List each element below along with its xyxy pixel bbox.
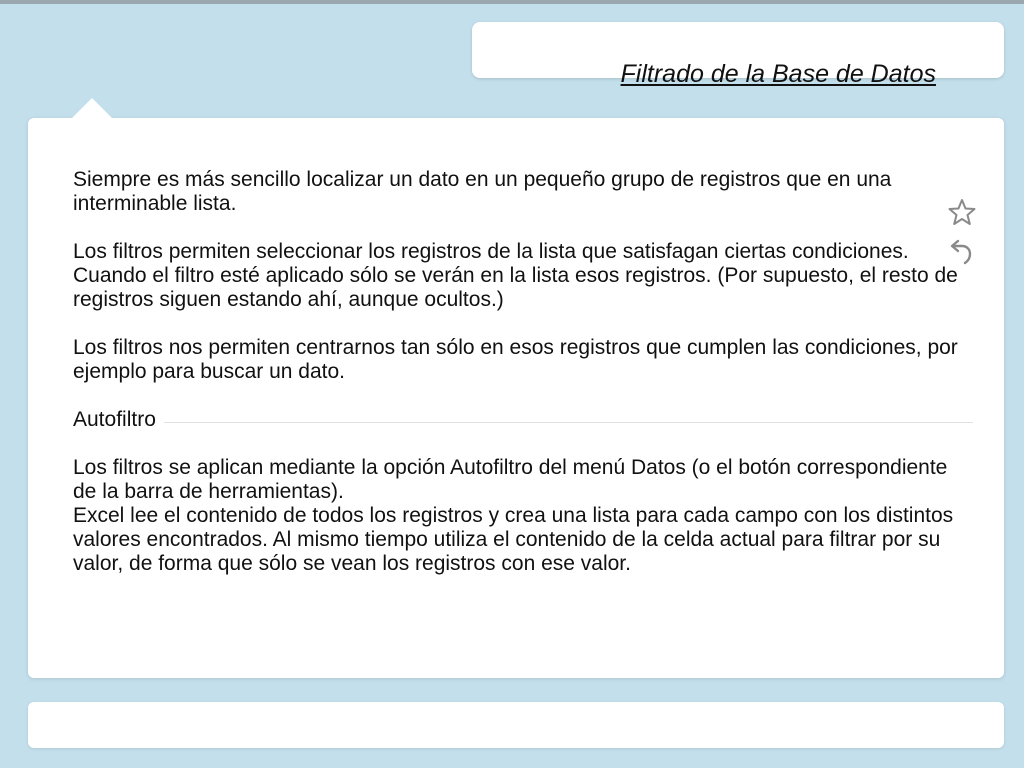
top-border: [0, 0, 1024, 4]
title-card: [472, 22, 1004, 88]
section-heading: [73, 408, 973, 432]
star-icon[interactable]: [948, 198, 978, 231]
slide-title: Filtrado de la Base de Datos: [620, 60, 936, 88]
undo-arrow-icon[interactable]: [948, 235, 978, 270]
section-heading-label: Autofiltro: [73, 408, 156, 431]
section-divider: [164, 422, 973, 423]
content-card: [28, 118, 1004, 678]
paragraph-excel: Excel lee el contenido de todos los registros y crea una lista para cada campo con los distintos valores encontrados. Al mismo tiempo utiliza el contenido de la celda actual para filtrar por su valor, de forma que sólo se vean los registros con ese valor.: [73, 504, 954, 575]
paragraph-filters: Los filtros permiten seleccionar los registros de la lista que satisfagan ciertas condiciones. Cuando el filtro esté aplicado sólo se verán en la lista esos registros. (Por supuesto, el resto de registros siguen estando ahí, aunque ocultos.): [73, 240, 958, 311]
body-text: [73, 168, 973, 576]
paragraph-focus: Los filtros nos permiten centrarnos tan sólo en esos registros que cumplen las condiciones, por ejemplo para buscar un dato.: [73, 336, 958, 383]
side-toolbar: [948, 198, 978, 274]
paragraph-autofilter: Los filtros se aplican mediante la opción Autofiltro del menú Datos (o el botón correspondiente de la barra de herramientas).: [73, 456, 948, 503]
paragraph-intro: Siempre es más sencillo localizar un dato en un pequeño grupo de registros que en una interminable lista.: [73, 168, 892, 215]
footer-card: [28, 702, 1004, 748]
